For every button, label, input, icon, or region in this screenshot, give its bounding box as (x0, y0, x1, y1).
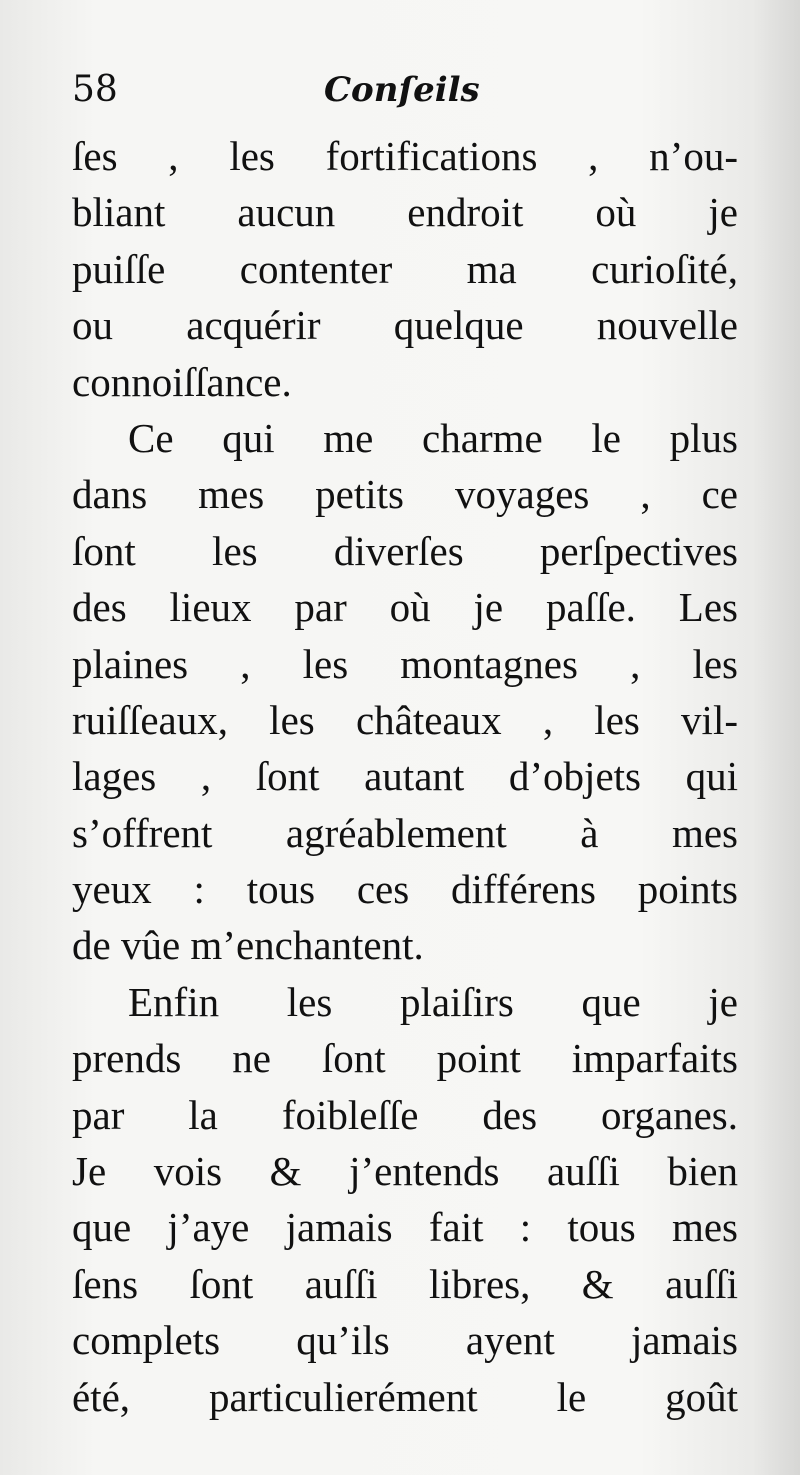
text-line: lages , ſont autant d’objets qui (72, 753, 738, 800)
text-line-paragraph-end: de vûe m’enchantent. (72, 922, 424, 969)
text-line: s’offrent agréablement à mes (72, 809, 738, 856)
text-line: ſes , les fortifications , n’ou- (72, 133, 738, 179)
text-line-paragraph-start: Enfin les plaiſirs que je (128, 978, 738, 1025)
text-line-paragraph-start: Ce qui me charme le plus (128, 414, 738, 461)
text-line: puiſſe contenter ma curioſité, (72, 245, 738, 292)
text-line: prends ne ſont point imparfaits (72, 1035, 738, 1082)
text-line: Je vois & j’entends auſſi bien (72, 1148, 738, 1195)
text-line: des lieux par où je paſſe. Les (72, 584, 738, 631)
page-header (72, 68, 672, 118)
running-title: Conſeils (324, 70, 480, 110)
text-line: ſens ſont auſſi libres, & auſſi (72, 1260, 738, 1307)
text-line: dans mes petits voyages , ce (72, 471, 738, 518)
page-number: 58 (72, 69, 118, 110)
body-text (72, 128, 738, 1425)
text-line: que j’aye jamais fait : tous mes (72, 1204, 738, 1251)
text-line: ſont les diverſes perſpectives (72, 527, 738, 574)
text-line: yeux : tous ces différens points (72, 866, 738, 913)
text-line: complets qu’ils ayent jamais (72, 1317, 738, 1364)
text-line: bliant aucun endroit où je (72, 189, 738, 236)
page-gutter-shadow (752, 0, 800, 1475)
text-line: plaines , les montagnes , les (72, 640, 738, 687)
text-line: été, particulierément le goût (72, 1373, 738, 1420)
text-line: par la foibleſſe des organes. (72, 1091, 738, 1138)
text-line-paragraph-end: connoiſſance. (72, 358, 292, 405)
text-line: ou acquérir quelque nouvelle (72, 302, 738, 349)
text-line: ruiſſeaux, les châteaux , les vil- (72, 696, 738, 743)
